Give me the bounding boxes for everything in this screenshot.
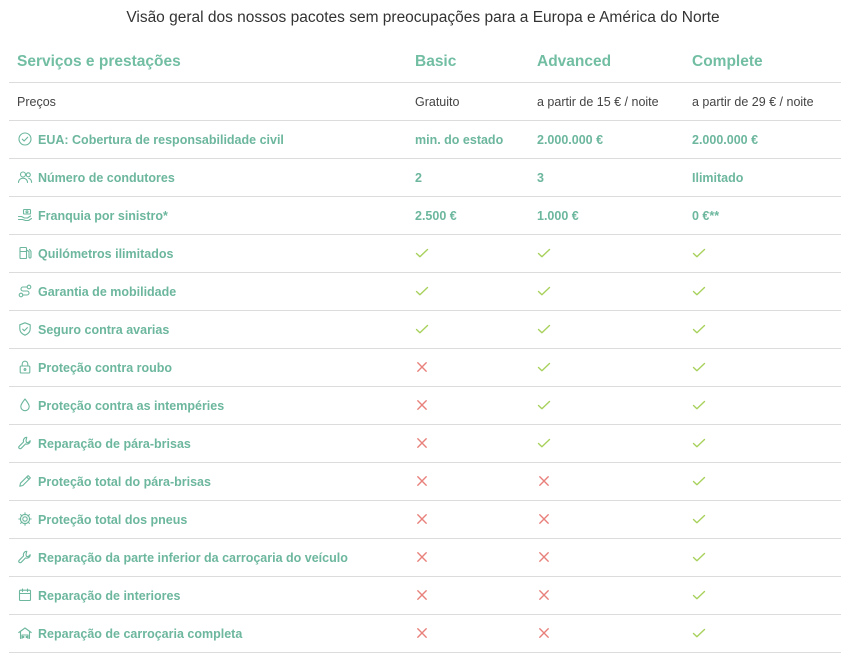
cross-icon [415, 398, 429, 412]
complete-value-text: Ilimitado [692, 170, 744, 185]
complete-cell [692, 311, 841, 349]
feature-cell [9, 463, 415, 501]
table-row [9, 463, 841, 501]
complete-cell [692, 349, 841, 387]
check-icon [537, 360, 551, 374]
advanced-cell [537, 577, 692, 615]
check-circle-icon [17, 131, 33, 147]
header-basic: Basic [415, 42, 537, 83]
basic-cell [415, 501, 537, 539]
complete-cell [692, 273, 841, 311]
table-header-row [9, 42, 841, 83]
check-icon [692, 246, 706, 260]
feature-label: EUA: Cobertura de responsabilidade civil [38, 132, 284, 147]
advanced-cell [537, 349, 692, 387]
basic-value-text: 2 [415, 170, 422, 185]
header-advanced: Advanced [537, 42, 692, 83]
complete-cell [692, 463, 841, 501]
table-row [9, 539, 841, 577]
feature-cell [9, 159, 415, 197]
basic-cell [415, 235, 537, 273]
header-services: Serviços e prestações [9, 42, 415, 83]
check-icon [692, 398, 706, 412]
feature-label: Seguro contra avarias [38, 322, 170, 337]
hand-money-icon [17, 207, 33, 223]
table-row [9, 501, 841, 539]
advanced-cell [537, 387, 692, 425]
complete-cell [692, 235, 841, 273]
gear-icon [17, 511, 33, 527]
price-label: Preços [9, 83, 415, 121]
table-row [9, 311, 841, 349]
fuel-pump-icon [17, 245, 33, 261]
cross-icon [415, 360, 429, 374]
basic-cell [415, 273, 537, 311]
basic-cell [415, 463, 537, 501]
basic-cell [415, 311, 537, 349]
comparison-table [9, 42, 841, 653]
cross-icon [415, 474, 429, 488]
garage-icon [17, 625, 33, 641]
feature-cell [9, 349, 415, 387]
advanced-value-text: 2.000.000 € [537, 132, 604, 147]
advanced-cell [537, 501, 692, 539]
check-icon [415, 246, 429, 260]
check-icon [415, 322, 429, 336]
header-complete: Complete [692, 42, 841, 83]
advanced-value-text: 3 [537, 170, 544, 185]
feature-label: Quilómetros ilimitados [38, 246, 174, 261]
cross-icon [415, 550, 429, 564]
check-icon [692, 512, 706, 526]
advanced-cell [537, 311, 692, 349]
pencil-icon [17, 473, 33, 489]
table-row [9, 577, 841, 615]
advanced-value [537, 159, 692, 197]
cross-icon [537, 550, 551, 564]
table-row [9, 197, 841, 235]
complete-cell [692, 577, 841, 615]
basic-value [415, 197, 537, 235]
feature-cell [9, 121, 415, 159]
cross-icon [415, 588, 429, 602]
droplet-icon [17, 397, 33, 413]
cross-icon [537, 626, 551, 640]
basic-value-text: 2.500 € [415, 208, 457, 223]
complete-value [692, 159, 841, 197]
advanced-value-text: 1.000 € [537, 208, 579, 223]
basic-cell [415, 577, 537, 615]
feature-cell [9, 197, 415, 235]
table-row [9, 121, 841, 159]
advanced-cell [537, 235, 692, 273]
basic-cell [415, 349, 537, 387]
basic-value [415, 159, 537, 197]
feature-cell [9, 311, 415, 349]
basic-value-text: min. do estado [415, 132, 504, 147]
basic-cell [415, 387, 537, 425]
check-icon [415, 284, 429, 298]
cross-icon [415, 436, 429, 450]
advanced-cell [537, 425, 692, 463]
check-icon [692, 436, 706, 450]
advanced-value [537, 197, 692, 235]
feature-label: Proteção contra roubo [38, 360, 173, 375]
cross-icon [537, 474, 551, 488]
feature-label: Número de condutores [38, 170, 175, 185]
check-icon [692, 284, 706, 298]
advanced-cell [537, 539, 692, 577]
complete-cell [692, 615, 841, 653]
table-row [9, 349, 841, 387]
feature-label: Proteção contra as intempéries [38, 398, 225, 413]
feature-cell [9, 235, 415, 273]
feature-label: Reparação de pára-brisas [38, 436, 191, 451]
check-icon [692, 360, 706, 374]
feature-label: Reparação de carroçaria completa [38, 626, 243, 641]
page-title: Visão geral dos nossos pacotes sem preocupações para a Europa e América do Norte [126, 9, 720, 26]
price-basic: Gratuito [415, 83, 537, 121]
feature-label: Proteção total do pára-brisas [38, 474, 211, 489]
basic-cell [415, 425, 537, 463]
price-complete: a partir de 29 € / noite [692, 83, 841, 121]
price-advanced: a partir de 15 € / noite [537, 83, 692, 121]
calendar-icon [17, 587, 33, 603]
check-icon [692, 550, 706, 564]
table-row [9, 235, 841, 273]
lock-icon [17, 359, 33, 375]
check-icon [537, 322, 551, 336]
complete-value [692, 121, 841, 159]
wrench-icon [17, 435, 33, 451]
cross-icon [537, 588, 551, 602]
basic-value [415, 121, 537, 159]
table-row [9, 615, 841, 653]
table-row [9, 425, 841, 463]
check-icon [692, 474, 706, 488]
feature-label: Proteção total dos pneus [38, 512, 188, 527]
check-icon [537, 246, 551, 260]
feature-label: Franquia por sinistro* [38, 208, 168, 223]
advanced-value [537, 121, 692, 159]
basic-cell [415, 539, 537, 577]
advanced-cell [537, 463, 692, 501]
table-row [9, 387, 841, 425]
basic-cell [415, 615, 537, 653]
feature-label: Reparação da parte inferior da carroçaria do veículo [38, 550, 348, 565]
complete-value-text: 0 €** [692, 208, 720, 223]
complete-cell [692, 501, 841, 539]
users-icon [17, 169, 33, 185]
route-icon [17, 283, 33, 299]
wrench-icon [17, 549, 33, 565]
cross-icon [537, 512, 551, 526]
check-icon [537, 398, 551, 412]
feature-label: Reparação de interiores [38, 588, 181, 603]
shield-check-icon [17, 321, 33, 337]
feature-label: Garantia de mobilidade [38, 284, 177, 299]
feature-cell [9, 387, 415, 425]
check-icon [692, 626, 706, 640]
advanced-cell [537, 615, 692, 653]
feature-cell [9, 577, 415, 615]
feature-cell [9, 273, 415, 311]
complete-cell [692, 387, 841, 425]
check-icon [537, 436, 551, 450]
check-icon [692, 322, 706, 336]
check-icon [692, 588, 706, 602]
complete-value [692, 197, 841, 235]
table-row [9, 159, 841, 197]
price-row [9, 83, 841, 121]
advanced-cell [537, 273, 692, 311]
table-row [9, 273, 841, 311]
check-icon [537, 284, 551, 298]
feature-cell [9, 501, 415, 539]
cross-icon [415, 626, 429, 640]
complete-value-text: 2.000.000 € [692, 132, 759, 147]
feature-cell [9, 539, 415, 577]
complete-cell [692, 425, 841, 463]
feature-cell [9, 615, 415, 653]
cross-icon [415, 512, 429, 526]
complete-cell [692, 539, 841, 577]
feature-cell [9, 425, 415, 463]
